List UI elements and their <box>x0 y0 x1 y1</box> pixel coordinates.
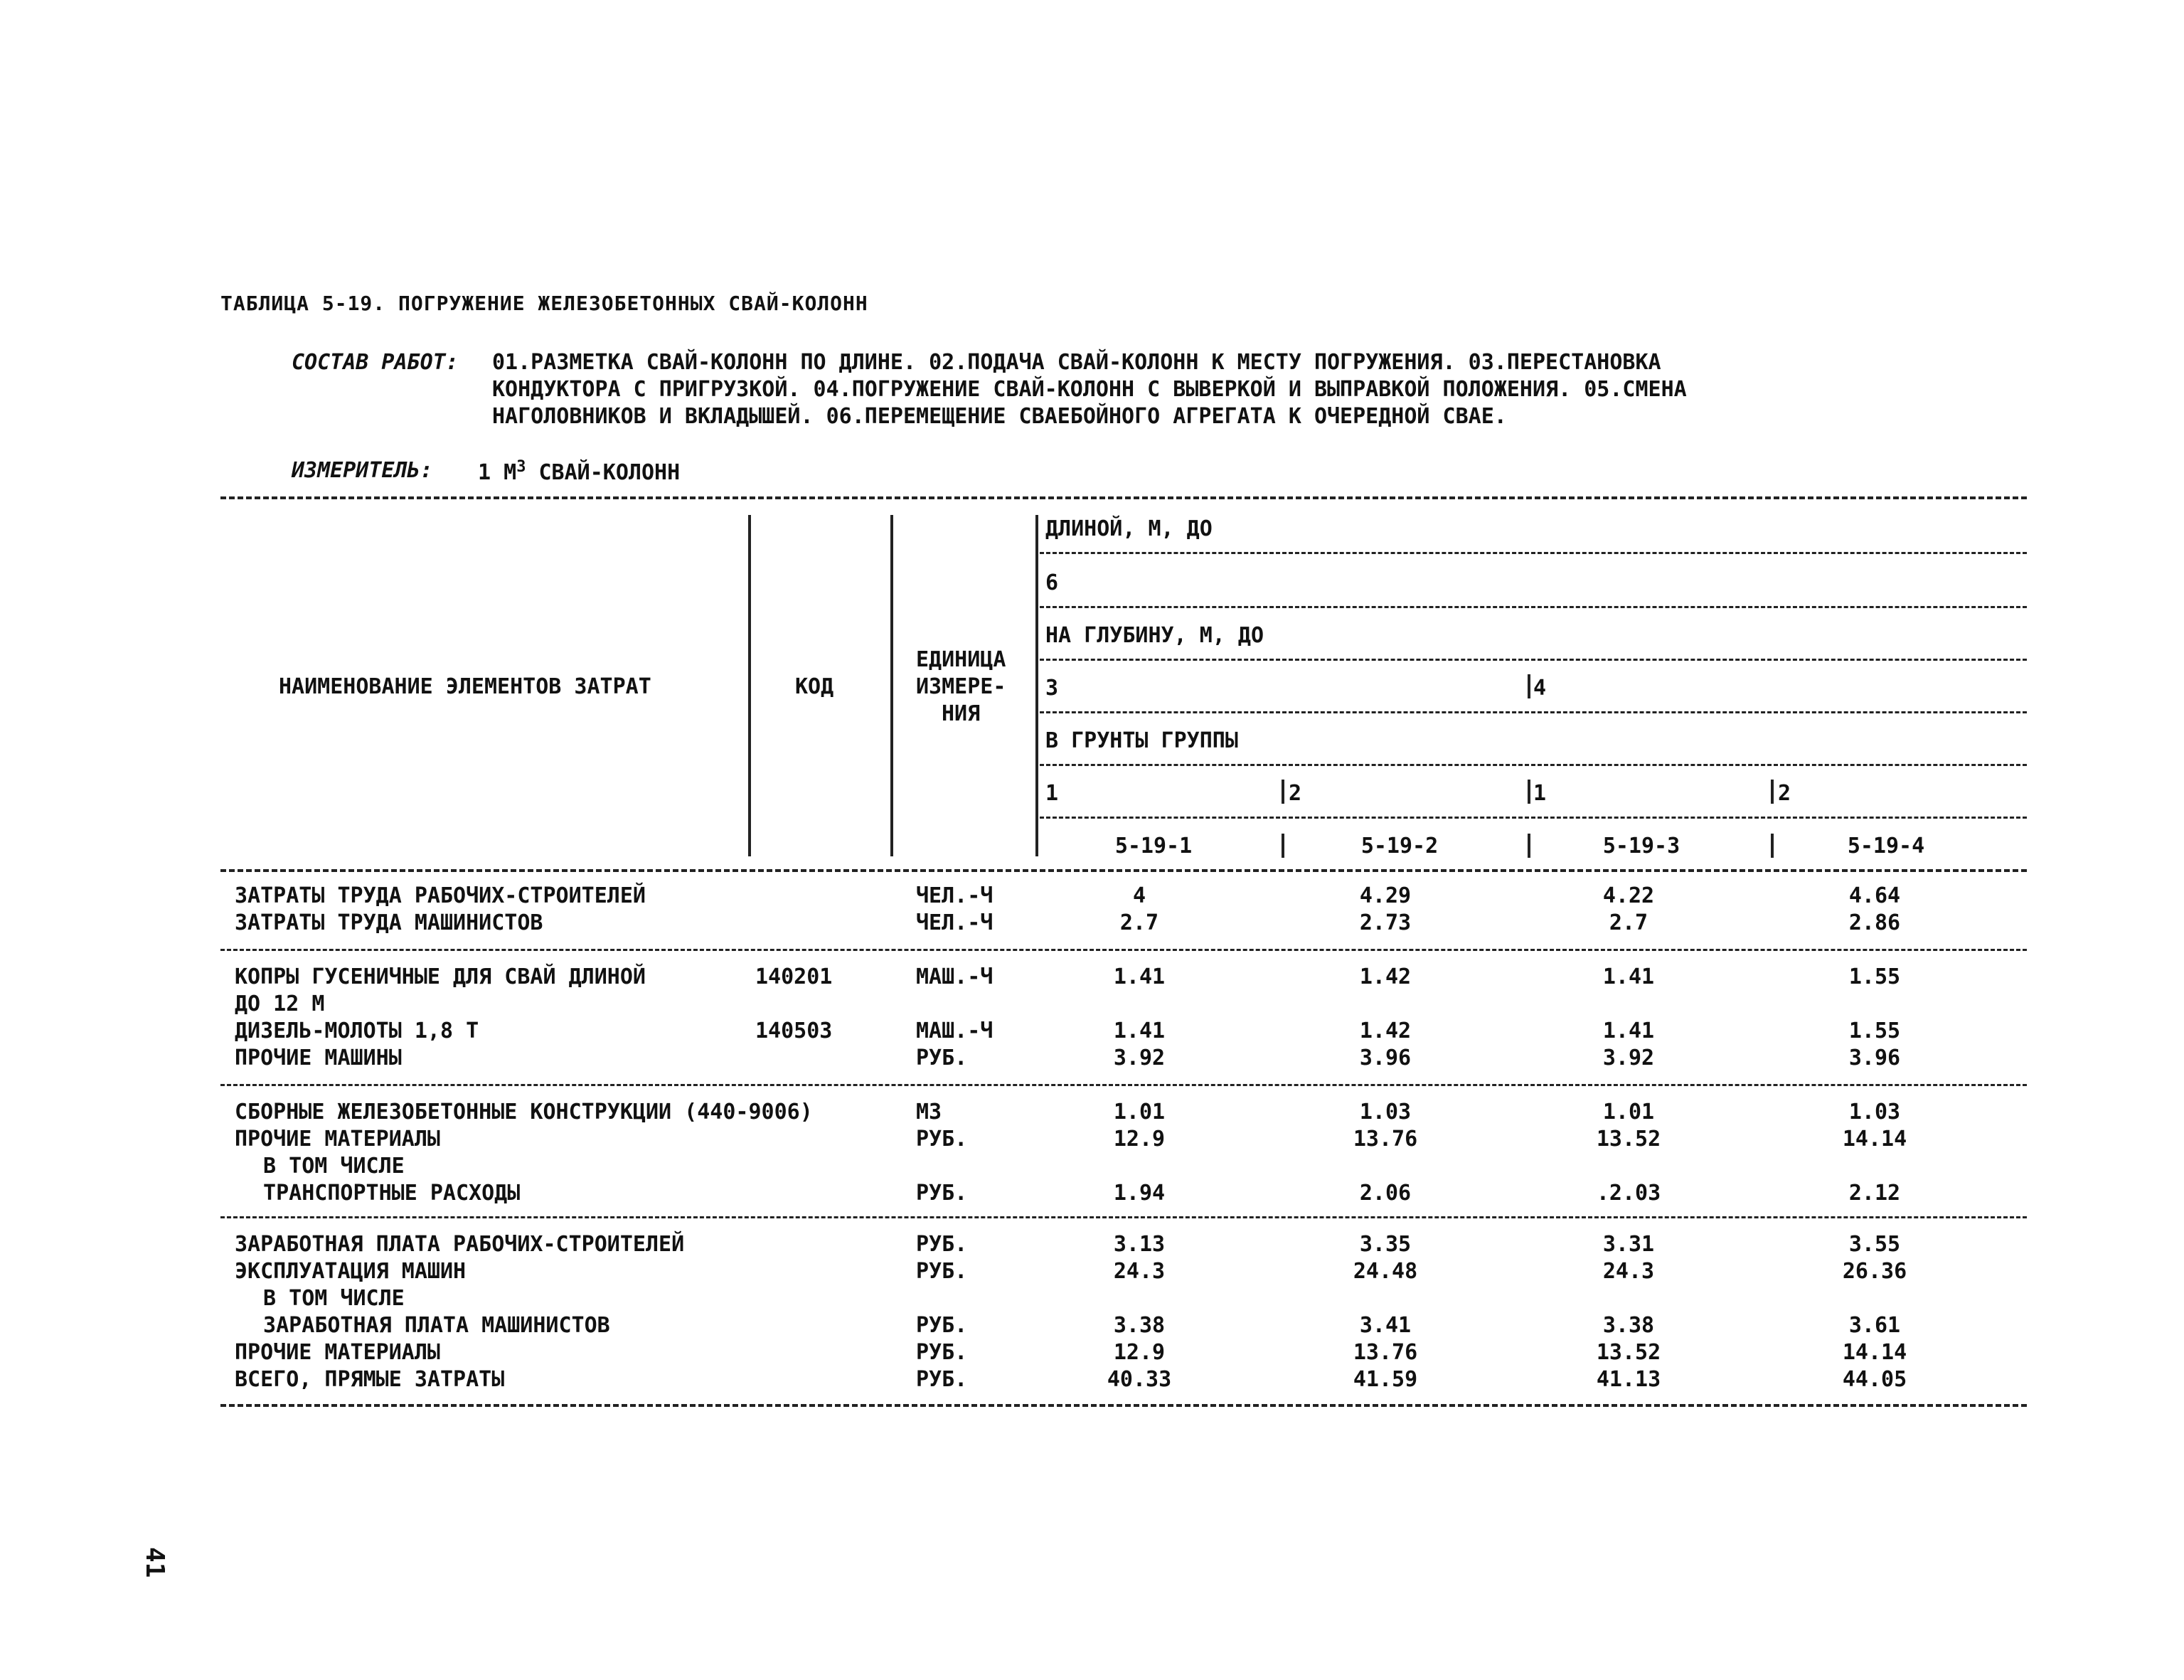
row-name: ЗАТРАТЫ ТРУДА РАБОЧИХ-СТРОИТЕЛЕЙ <box>235 883 646 908</box>
row-unit: РУБ. <box>916 1127 968 1152</box>
row-name: СБОРНЫЕ ЖЕЛЕЗОБЕТОННЫЕ КОНСТРУКЦИИ (440-9006) <box>235 1100 813 1125</box>
header-unit-line-3: НИЯ <box>942 701 981 726</box>
row-value: 1.41 <box>1113 1019 1166 1043</box>
row-value: 3.13 <box>1113 1232 1166 1257</box>
row-value: 1.03 <box>1359 1100 1412 1125</box>
header-code-5-19-3: 5-19-3 <box>1602 834 1680 858</box>
row-value: 1.55 <box>1848 964 1901 989</box>
header-divider-3 <box>1035 515 1038 856</box>
row-name: ДИЗЕЛЬ-МОЛОТЫ 1,8 Т <box>235 1019 479 1043</box>
row-value: 1.42 <box>1359 1019 1412 1043</box>
row-value: 3.38 <box>1113 1313 1166 1338</box>
row-code: 140503 <box>755 1019 833 1043</box>
row-value: 12.9 <box>1113 1127 1166 1152</box>
table-title: ТАБЛИЦА 5-19. ПОГРУЖЕНИЕ ЖЕЛЕЗОБЕТОННЫХ СВАЙ-КОЛОНН <box>220 292 868 315</box>
row-unit: РУБ. <box>916 1259 968 1284</box>
header-depth-b: 4 <box>1533 676 1547 701</box>
header-divider-1 <box>748 515 751 856</box>
header-bottom-rule <box>220 869 2027 872</box>
row-value: 2.12 <box>1848 1181 1901 1206</box>
header-unit-line-2: ИЗМЕРЕ- <box>916 674 1006 699</box>
header-code-5-19-2: 5-19-2 <box>1360 834 1439 858</box>
row-value: 1.94 <box>1113 1181 1166 1206</box>
row-name: ТРАНСПОРТНЫЕ РАСХОДЫ <box>250 1181 521 1206</box>
meter-superscript: 3 <box>516 458 526 476</box>
row-value: 14.14 <box>1842 1127 1907 1152</box>
table-bottom-rule <box>220 1404 2027 1407</box>
row-unit: ЧЕЛ.-Ч <box>916 883 994 908</box>
row-unit: РУБ. <box>916 1340 968 1365</box>
row-value: 13.76 <box>1353 1340 1418 1365</box>
row-value: 24.3 <box>1602 1259 1655 1284</box>
header-divider-2 <box>890 515 893 856</box>
row-value: 1.01 <box>1113 1100 1166 1125</box>
row-value: 1.55 <box>1848 1019 1901 1043</box>
row-value: 3.41 <box>1359 1313 1412 1338</box>
header-rule-1 <box>1040 552 2027 554</box>
row-value: 12.9 <box>1113 1340 1166 1365</box>
row-value: 40.33 <box>1107 1367 1172 1392</box>
row-value: 44.05 <box>1842 1367 1907 1392</box>
row-name: В ТОМ ЧИСЛЕ <box>250 1154 405 1179</box>
row-value: 24.3 <box>1113 1259 1166 1284</box>
header-length-label: ДЛИНОЙ, М, ДО <box>1045 516 1213 541</box>
row-value: 13.76 <box>1353 1127 1418 1152</box>
header-soil-1: 1 <box>1045 781 1059 806</box>
row-unit: РУБ. <box>916 1232 968 1257</box>
meter-value: 1 $М^3$ СВАЙ-КОЛОНН <box>478 458 681 485</box>
row-name: ПРОЧИЕ МАШИНЫ <box>235 1046 402 1070</box>
header-code-column: КОД <box>795 674 834 699</box>
row-value: 1.41 <box>1113 964 1166 989</box>
header-soil-2: 2 <box>1289 781 1302 806</box>
header-code-5-19-1: 5-19-1 <box>1114 834 1193 858</box>
row-value: 1.41 <box>1602 1019 1655 1043</box>
header-soil-4: 2 <box>1778 781 1791 806</box>
row-value: 3.96 <box>1848 1046 1901 1070</box>
row-unit: РУБ. <box>916 1313 968 1338</box>
row-value: 2.7 <box>1609 910 1648 935</box>
row-value: 1.42 <box>1359 964 1412 989</box>
row-unit: М3 <box>916 1100 942 1125</box>
row-value: 24.48 <box>1353 1259 1418 1284</box>
row-value: 3.96 <box>1359 1046 1412 1070</box>
row-value: 41.59 <box>1353 1367 1418 1392</box>
header-rule-3 <box>1040 659 2027 661</box>
meter-label: ИЗМЕРИТЕЛЬ: <box>292 458 433 483</box>
table-top-rule <box>220 496 2027 499</box>
composition-line-1: 01.РАЗМЕТКА СВАЙ-КОЛОНН ПО ДЛИНЕ. 02.ПОДАЧА СВАЙ-КОЛОНН К МЕСТУ ПОГРУЖЕНИЯ. 03.ПЕРЕСТАНОВКА <box>492 350 1661 375</box>
header-rule-2 <box>1040 606 2027 608</box>
row-value: 3.35 <box>1359 1232 1412 1257</box>
row-value: 14.14 <box>1842 1340 1907 1365</box>
row-value: 2.86 <box>1848 910 1901 935</box>
header-code-5-19-4: 5-19-4 <box>1847 834 1925 858</box>
composition-line-2: КОНДУКТОРА С ПРИГРУЗКОЙ. 04.ПОГРУЖЕНИЕ СВАЙ-КОЛОНН С ВЫВЕРКОЙ И ВЫПРАВКОЙ ПОЛОЖЕНИЯ. 05.СМЕНА <box>492 377 1687 402</box>
group-rule-1 <box>220 949 2027 951</box>
page-number: 41 <box>140 1547 169 1578</box>
row-value: 4.22 <box>1602 883 1655 908</box>
header-depth-label: НА ГЛУБИНУ, М, ДО <box>1045 623 1264 648</box>
group-rule-3 <box>220 1216 2027 1218</box>
row-unit: РУБ. <box>916 1367 968 1392</box>
row-value: 4.29 <box>1359 883 1412 908</box>
row-value: 2.7 <box>1119 910 1159 935</box>
header-depth-divider <box>1528 674 1530 698</box>
row-value: 26.36 <box>1842 1259 1907 1284</box>
row-unit: ЧЕЛ.-Ч <box>916 910 994 935</box>
header-code-divider-3 <box>1771 834 1774 858</box>
row-value: 4 <box>1132 883 1146 908</box>
header-name-column: НАИМЕНОВАНИЕ ЭЛЕМЕНТОВ ЗАТРАТ <box>279 674 651 699</box>
header-depth-a: 3 <box>1045 676 1059 701</box>
composition-label: СОСТАВ РАБОТ: <box>292 350 459 375</box>
row-value: 3.92 <box>1113 1046 1166 1070</box>
row-unit: МАШ.-Ч <box>916 964 994 989</box>
row-name: ЗАРАБОТНАЯ ПЛАТА МАШИНИСТОВ <box>250 1313 610 1338</box>
row-value: 3.38 <box>1602 1313 1655 1338</box>
header-unit-line-1: ЕДИНИЦА <box>916 647 1006 672</box>
row-name: КОПРЫ ГУСЕНИЧНЫЕ ДЛЯ СВАЙ ДЛИНОЙ <box>235 964 646 989</box>
header-length-value: 6 <box>1045 570 1059 595</box>
row-name: ВСЕГО, ПРЯМЫЕ ЗАТРАТЫ <box>235 1367 505 1392</box>
row-name: В ТОМ ЧИСЛЕ <box>250 1286 405 1311</box>
header-soil-divider-3 <box>1771 780 1774 804</box>
header-soil-divider-2 <box>1528 780 1530 804</box>
header-soil-label: В ГРУНТЫ ГРУППЫ <box>1045 728 1238 753</box>
row-value: 1.41 <box>1602 964 1655 989</box>
row-value: 1.01 <box>1602 1100 1655 1125</box>
header-code-divider-1 <box>1282 834 1284 858</box>
row-value: 13.52 <box>1596 1340 1661 1365</box>
row-value: 3.31 <box>1602 1232 1655 1257</box>
row-value: 2.06 <box>1359 1181 1412 1206</box>
header-code-divider-2 <box>1528 834 1530 858</box>
row-code: 140201 <box>755 964 833 989</box>
row-name: ЗАРАБОТНАЯ ПЛАТА РАБОЧИХ-СТРОИТЕЛЕЙ <box>235 1232 685 1257</box>
header-rule-6 <box>1040 817 2027 819</box>
row-value: 3.55 <box>1848 1232 1901 1257</box>
row-value: 1.03 <box>1848 1100 1901 1125</box>
row-unit: РУБ. <box>916 1046 968 1070</box>
row-value: 4.64 <box>1848 883 1901 908</box>
composition-line-3: НАГОЛОВНИКОВ И ВКЛАДЫШЕЙ. 06.ПЕРЕМЕЩЕНИЕ СВАЕБОЙНОГО АГРЕГАТА К ОЧЕРЕДНОЙ СВАЕ. <box>492 404 1507 429</box>
row-name: ПРОЧИЕ МАТЕРИАЛЫ <box>235 1127 440 1152</box>
row-unit: РУБ. <box>916 1181 968 1206</box>
row-value: .2.03 <box>1596 1181 1661 1206</box>
row-value: 3.92 <box>1602 1046 1655 1070</box>
row-value: 13.52 <box>1596 1127 1661 1152</box>
row-name: ЭКСПЛУАТАЦИЯ МАШИН <box>235 1259 467 1284</box>
header-soil-3: 1 <box>1533 781 1547 806</box>
group-rule-2 <box>220 1084 2027 1086</box>
row-value: 41.13 <box>1596 1367 1661 1392</box>
row-value: 2.73 <box>1359 910 1412 935</box>
row-name: ПРОЧИЕ МАТЕРИАЛЫ <box>235 1340 440 1365</box>
header-rule-4 <box>1040 711 2027 713</box>
row-unit: МАШ.-Ч <box>916 1019 994 1043</box>
header-rule-5 <box>1040 764 2027 766</box>
header-soil-divider-1 <box>1282 780 1284 804</box>
row-name: ЗАТРАТЫ ТРУДА МАШИНИСТОВ <box>235 910 543 935</box>
row-name: ДО 12 М <box>235 991 325 1016</box>
row-value: 3.61 <box>1848 1313 1901 1338</box>
